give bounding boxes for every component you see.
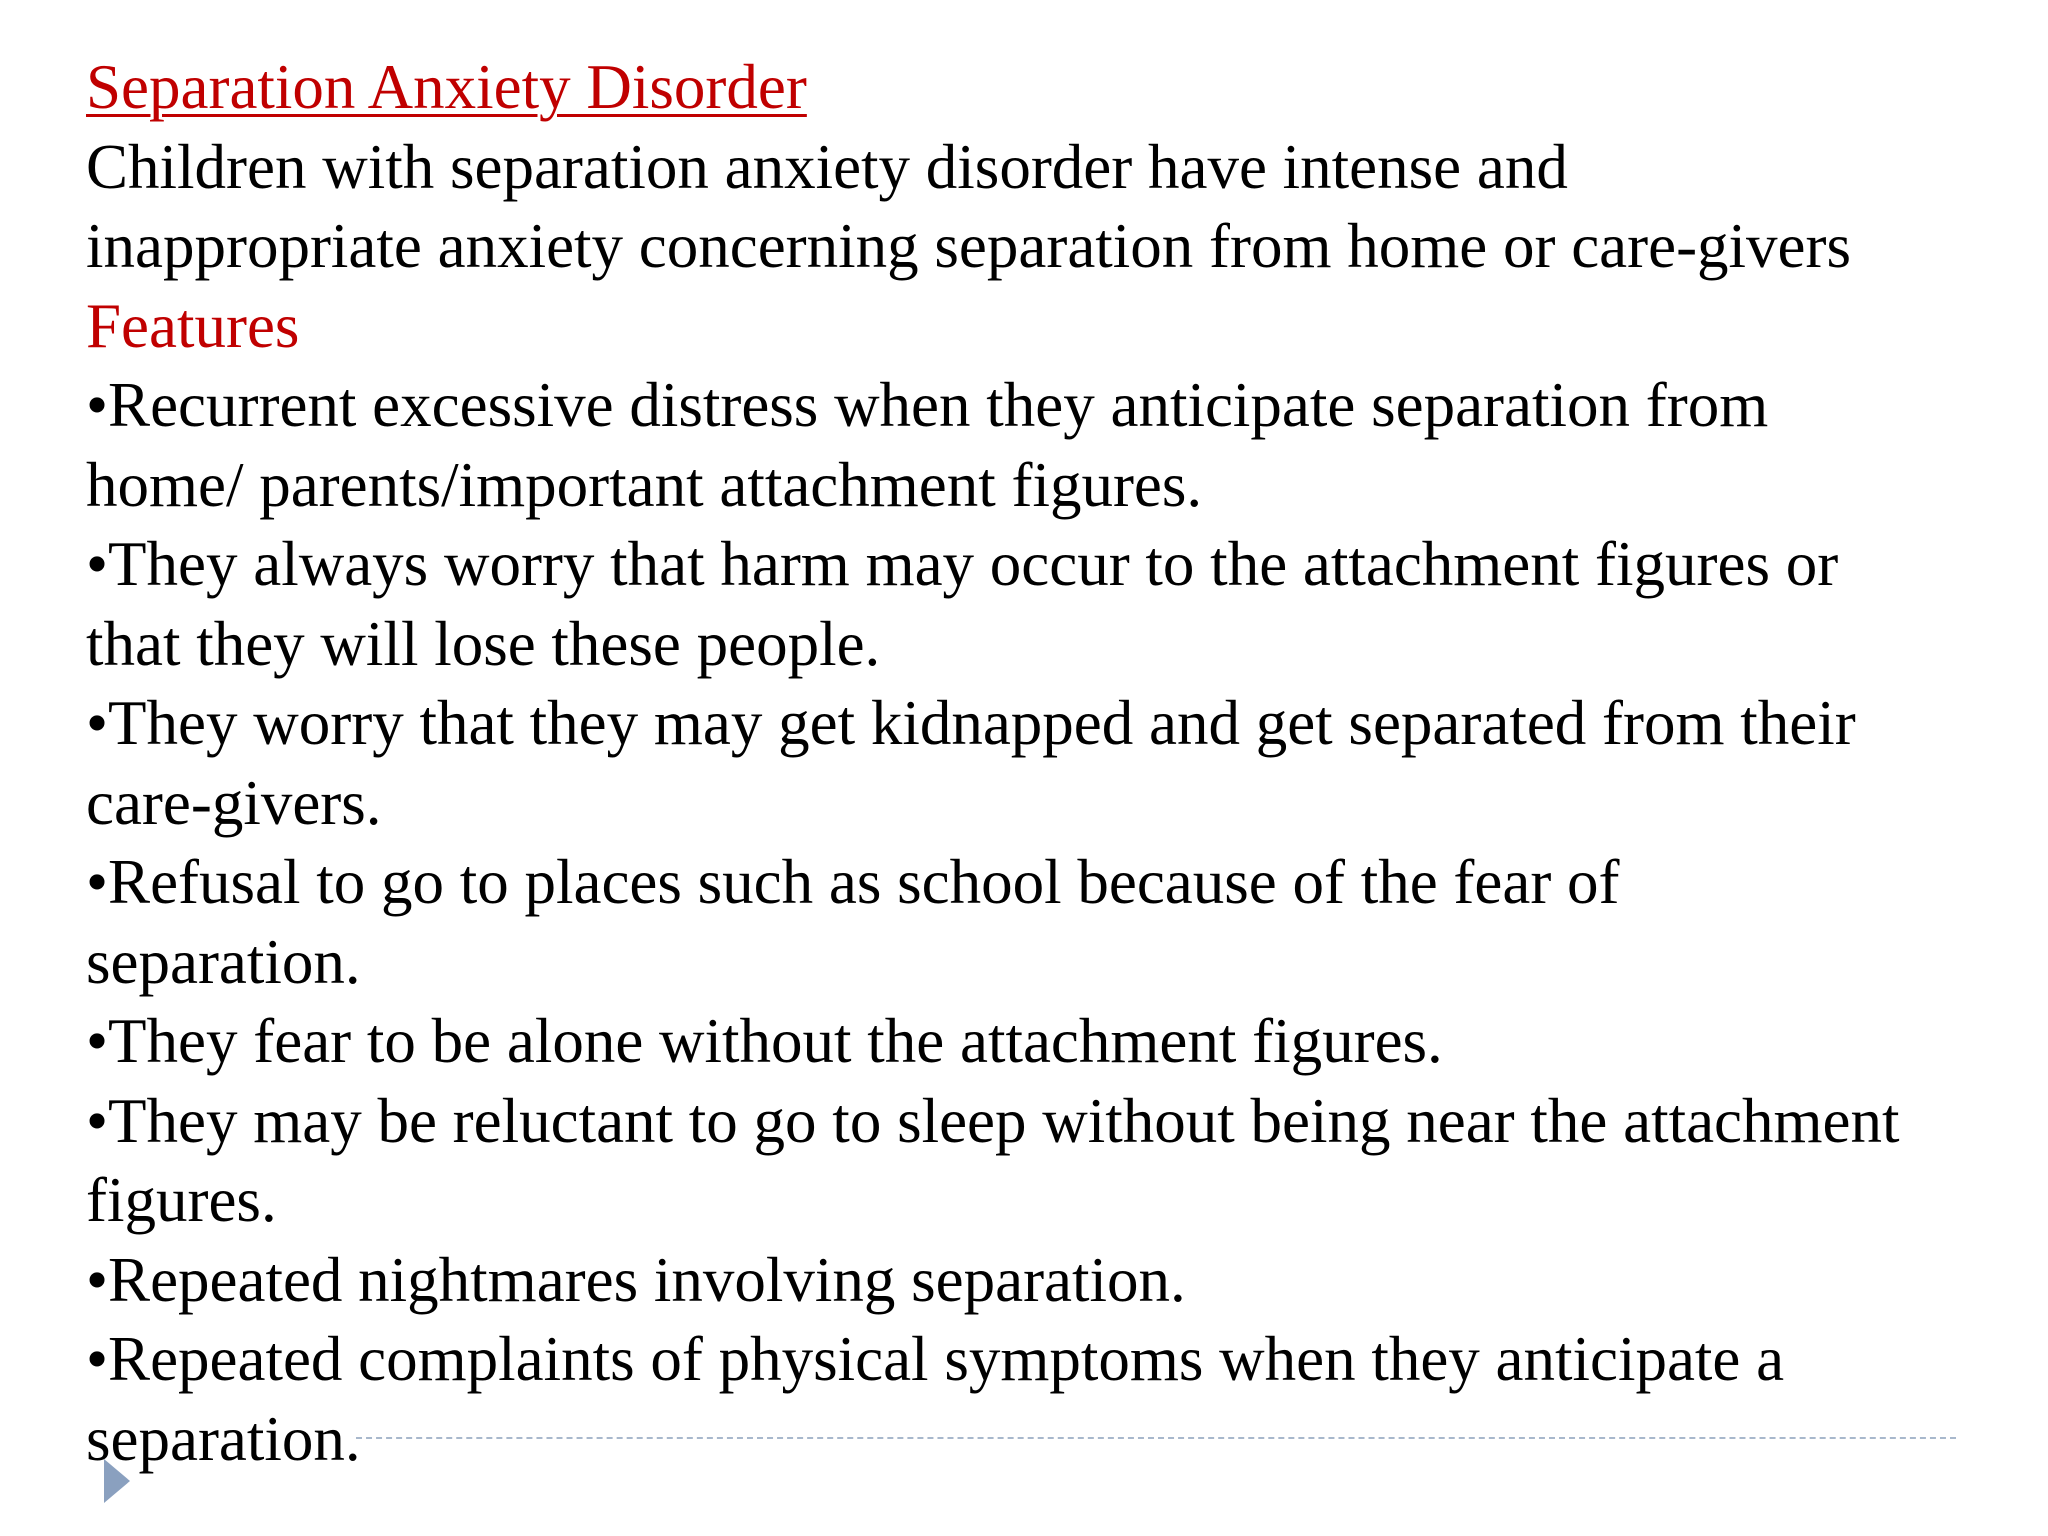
slide-content	[86, 48, 2006, 1479]
feature-line: •They fear to be alone without the attachment figures.	[86, 1006, 1443, 1076]
slide-title: Separation Anxiety Disorder	[86, 52, 807, 122]
features-heading: Features	[86, 290, 300, 361]
feature-line: •Repeated complaints of physical symptoms when they anticipate a	[86, 1324, 1785, 1394]
feature-line: care-givers.	[86, 767, 382, 838]
feature-line: •Refusal to go to places such as school because of the fear of	[86, 847, 1620, 917]
definition-line-1: Children with separation anxiety disorder have intense and	[86, 131, 1568, 202]
footer-divider	[356, 1437, 1956, 1439]
feature-line: that they will lose these people.	[86, 608, 881, 679]
feature-line: home/ parents/important attachment figures.	[86, 449, 1203, 520]
feature-line: •Recurrent excessive distress when they anticipate separation from	[86, 370, 1769, 440]
play-triangle-icon[interactable]	[104, 1459, 130, 1503]
feature-line: separation.	[86, 926, 361, 997]
feature-line: •They always worry that harm may occur to the attachment figures or	[86, 529, 1839, 599]
feature-line: •They worry that they may get kidnapped and get separated from their	[86, 688, 1856, 758]
feature-line: •Repeated nightmares involving separation.	[86, 1244, 1186, 1315]
feature-line: separation.	[86, 1403, 361, 1474]
definition-line-2: inappropriate anxiety concerning separation from home or care-givers	[86, 211, 1852, 281]
feature-line: •They may be reluctant to go to sleep without being near the attachment	[86, 1085, 1900, 1156]
feature-line: figures.	[86, 1165, 277, 1235]
